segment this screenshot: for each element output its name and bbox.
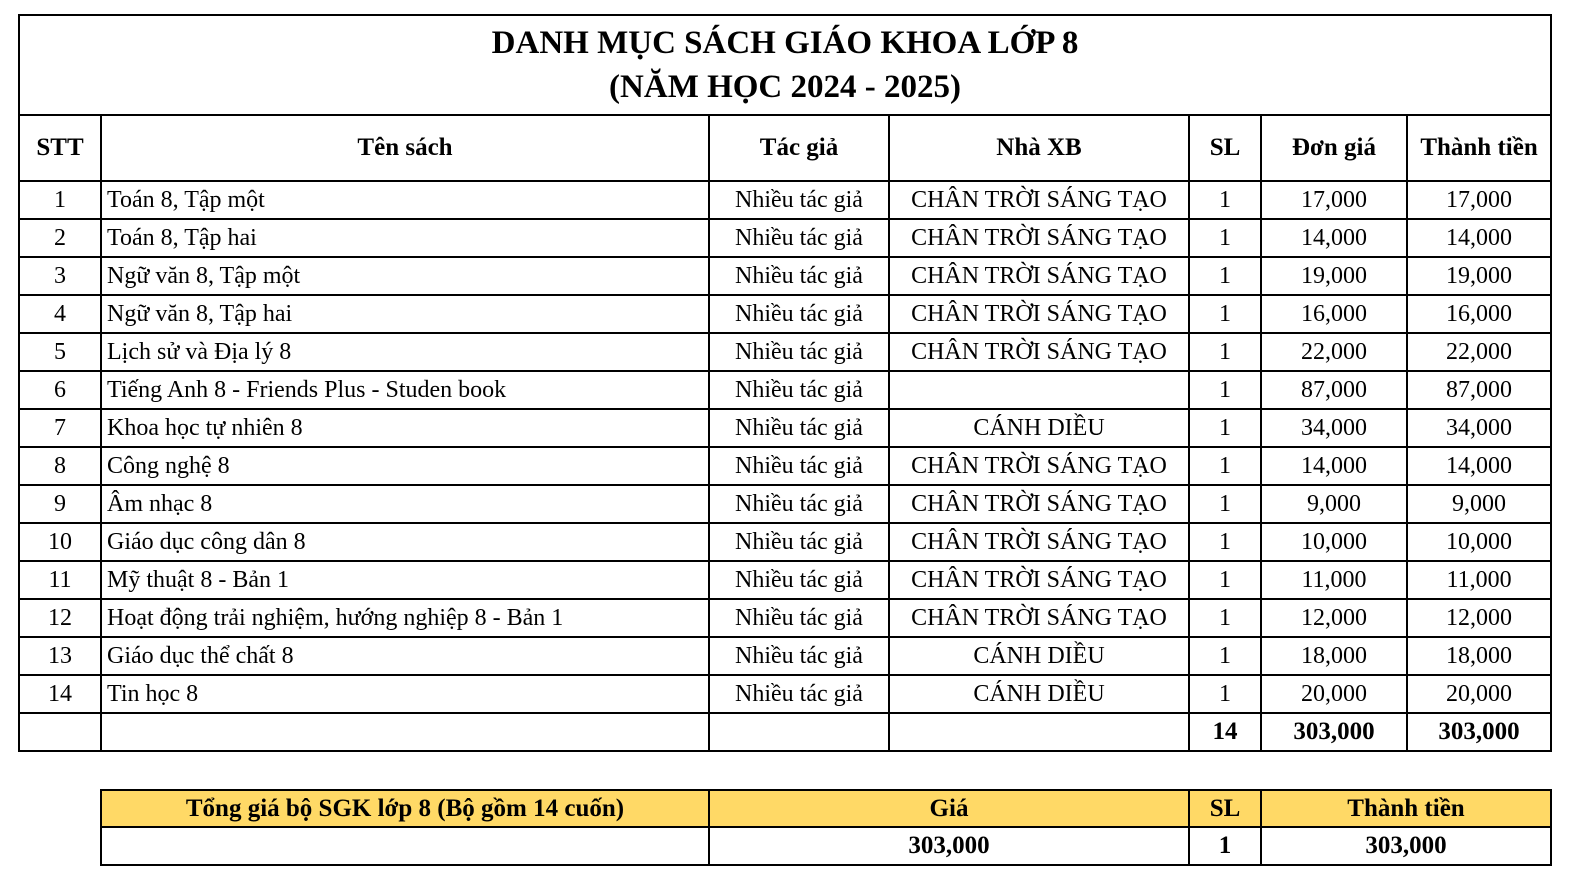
table-row — [19, 295, 1551, 333]
cell-publisher: CHÂN TRỜI SÁNG TẠO — [889, 295, 1189, 333]
cell-name: Hoạt động trải nghiệm, hướng nghiệp 8 - Bản 1 — [101, 599, 709, 637]
cell-price: 22,000 — [1261, 333, 1407, 371]
cell-stt: 1 — [19, 181, 101, 219]
summary-qty: 1 — [1189, 827, 1261, 865]
cell-qty: 1 — [1189, 295, 1261, 333]
cell-author: Nhiều tác giả — [709, 637, 889, 675]
cell-qty: 1 — [1189, 219, 1261, 257]
cell-total: 11,000 — [1407, 561, 1551, 599]
cell-price: 16,000 — [1261, 295, 1407, 333]
table-row — [19, 409, 1551, 447]
cell-stt: 9 — [19, 485, 101, 523]
cell-total: 12,000 — [1407, 599, 1551, 637]
table-row — [19, 181, 1551, 219]
header-author: Tác giả — [709, 115, 889, 181]
table-row — [19, 257, 1551, 295]
summary-total: 303,000 — [1261, 827, 1551, 865]
cell-price: 19,000 — [1261, 257, 1407, 295]
cell-name: Giáo dục thể chất 8 — [101, 637, 709, 675]
cell-publisher: CÁNH DIỀU — [889, 409, 1189, 447]
cell-author: Nhiều tác giả — [709, 257, 889, 295]
cell-price: 87,000 — [1261, 371, 1407, 409]
cell-price: 10,000 — [1261, 523, 1407, 561]
cell-price: 9,000 — [1261, 485, 1407, 523]
header-qty: SL — [1189, 115, 1261, 181]
summary-qty-header: SL — [1189, 790, 1261, 827]
cell-author: Nhiều tác giả — [709, 523, 889, 561]
header-name: Tên sách — [101, 115, 709, 181]
cell-stt: 5 — [19, 333, 101, 371]
cell-price: 17,000 — [1261, 181, 1407, 219]
header-stt: STT — [19, 115, 101, 181]
cell-total: 10,000 — [1407, 523, 1551, 561]
cell-author: Nhiều tác giả — [709, 333, 889, 371]
cell-author: Nhiều tác giả — [709, 447, 889, 485]
cell-stt: 10 — [19, 523, 101, 561]
summary-label: Tổng giá bộ SGK lớp 8 (Bộ gồm 14 cuốn) — [101, 790, 709, 827]
cell-total: 19,000 — [1407, 257, 1551, 295]
summary-total-header: Thành tiền — [1261, 790, 1551, 827]
cell-publisher: CHÂN TRỜI SÁNG TẠO — [889, 447, 1189, 485]
cell-author: Nhiều tác giả — [709, 409, 889, 447]
totals-empty-author — [709, 713, 889, 751]
cell-total: 16,000 — [1407, 295, 1551, 333]
cell-qty: 1 — [1189, 599, 1261, 637]
cell-publisher: CHÂN TRỜI SÁNG TẠO — [889, 257, 1189, 295]
cell-qty: 1 — [1189, 637, 1261, 675]
cell-stt: 6 — [19, 371, 101, 409]
cell-author: Nhiều tác giả — [709, 371, 889, 409]
cell-author: Nhiều tác giả — [709, 295, 889, 333]
summary-value-row — [101, 827, 1551, 865]
cell-price: 20,000 — [1261, 675, 1407, 713]
cell-author: Nhiều tác giả — [709, 599, 889, 637]
cell-stt: 7 — [19, 409, 101, 447]
cell-qty: 1 — [1189, 181, 1261, 219]
cell-total: 34,000 — [1407, 409, 1551, 447]
cell-name: Khoa học tự nhiên 8 — [101, 409, 709, 447]
cell-price: 14,000 — [1261, 219, 1407, 257]
page-title — [19, 15, 1551, 115]
cell-stt: 12 — [19, 599, 101, 637]
cell-publisher: CHÂN TRỜI SÁNG TẠO — [889, 485, 1189, 523]
cell-total: 17,000 — [1407, 181, 1551, 219]
header-price: Đơn giá — [1261, 115, 1407, 181]
cell-stt: 2 — [19, 219, 101, 257]
cell-stt: 11 — [19, 561, 101, 599]
cell-total: 14,000 — [1407, 219, 1551, 257]
cell-qty: 1 — [1189, 447, 1261, 485]
cell-total: 9,000 — [1407, 485, 1551, 523]
summary-table — [100, 789, 1552, 866]
cell-total: 22,000 — [1407, 333, 1551, 371]
cell-price: 18,000 — [1261, 637, 1407, 675]
summary-header-row — [101, 790, 1551, 827]
summary-price: 303,000 — [709, 827, 1189, 865]
totals-total: 303,000 — [1407, 713, 1551, 751]
cell-total: 87,000 — [1407, 371, 1551, 409]
cell-qty: 1 — [1189, 333, 1261, 371]
cell-qty: 1 — [1189, 561, 1261, 599]
cell-stt: 3 — [19, 257, 101, 295]
cell-total: 18,000 — [1407, 637, 1551, 675]
cell-name: Ngữ văn 8, Tập một — [101, 257, 709, 295]
cell-name: Tiếng Anh 8 - Friends Plus - Studen book — [101, 371, 709, 409]
totals-price: 303,000 — [1261, 713, 1407, 751]
summary-price-header: Giá — [709, 790, 1189, 827]
totals-empty-stt — [19, 713, 101, 751]
cell-name: Công nghệ 8 — [101, 447, 709, 485]
table-row — [19, 333, 1551, 371]
table-row — [19, 371, 1551, 409]
totals-empty-name — [101, 713, 709, 751]
cell-author: Nhiều tác giả — [709, 675, 889, 713]
cell-qty: 1 — [1189, 257, 1261, 295]
cell-publisher: CHÂN TRỜI SÁNG TẠO — [889, 561, 1189, 599]
cell-stt: 4 — [19, 295, 101, 333]
cell-author: Nhiều tác giả — [709, 561, 889, 599]
table-row — [19, 637, 1551, 675]
cell-price: 12,000 — [1261, 599, 1407, 637]
table-row — [19, 219, 1551, 257]
header-total: Thành tiền — [1407, 115, 1551, 181]
cell-qty: 1 — [1189, 371, 1261, 409]
table-row — [19, 523, 1551, 561]
totals-empty-publisher — [889, 713, 1189, 751]
totals-qty: 14 — [1189, 713, 1261, 751]
cell-stt: 13 — [19, 637, 101, 675]
cell-total: 14,000 — [1407, 447, 1551, 485]
cell-total: 20,000 — [1407, 675, 1551, 713]
cell-name: Ngữ văn 8, Tập hai — [101, 295, 709, 333]
table-row — [19, 561, 1551, 599]
cell-stt: 8 — [19, 447, 101, 485]
cell-qty: 1 — [1189, 675, 1261, 713]
cell-stt: 14 — [19, 675, 101, 713]
cell-name: Mỹ thuật 8 - Bản 1 — [101, 561, 709, 599]
cell-price: 11,000 — [1261, 561, 1407, 599]
totals-row — [19, 713, 1551, 751]
cell-publisher: CHÂN TRỜI SÁNG TẠO — [889, 523, 1189, 561]
cell-publisher: CÁNH DIỀU — [889, 675, 1189, 713]
cell-publisher: CHÂN TRỜI SÁNG TẠO — [889, 181, 1189, 219]
cell-author: Nhiều tác giả — [709, 219, 889, 257]
cell-author: Nhiều tác giả — [709, 181, 889, 219]
cell-qty: 1 — [1189, 485, 1261, 523]
cell-name: Tin học 8 — [101, 675, 709, 713]
cell-name: Âm nhạc 8 — [101, 485, 709, 523]
table-row — [19, 599, 1551, 637]
cell-publisher: CHÂN TRỜI SÁNG TẠO — [889, 219, 1189, 257]
table-row — [19, 675, 1551, 713]
table-header-row — [19, 115, 1551, 181]
cell-price: 34,000 — [1261, 409, 1407, 447]
title-line-1: DANH MỤC SÁCH GIÁO KHOA LỚP 8 — [491, 25, 1079, 61]
cell-qty: 1 — [1189, 523, 1261, 561]
textbook-table — [18, 14, 1552, 752]
cell-name: Lịch sử và Địa lý 8 — [101, 333, 709, 371]
cell-publisher — [889, 371, 1189, 409]
cell-name: Giáo dục công dân 8 — [101, 523, 709, 561]
cell-price: 14,000 — [1261, 447, 1407, 485]
cell-publisher: CHÂN TRỜI SÁNG TẠO — [889, 333, 1189, 371]
table-body — [19, 181, 1551, 751]
cell-name: Toán 8, Tập hai — [101, 219, 709, 257]
table-row — [19, 447, 1551, 485]
cell-name: Toán 8, Tập một — [101, 181, 709, 219]
cell-publisher: CHÂN TRỜI SÁNG TẠO — [889, 599, 1189, 637]
cell-publisher: CÁNH DIỀU — [889, 637, 1189, 675]
title-line-2: (NĂM HỌC 2024 - 2025) — [609, 69, 961, 105]
summary-empty-cell — [101, 827, 709, 865]
table-row — [19, 485, 1551, 523]
header-publisher: Nhà XB — [889, 115, 1189, 181]
cell-author: Nhiều tác giả — [709, 485, 889, 523]
cell-qty: 1 — [1189, 409, 1261, 447]
